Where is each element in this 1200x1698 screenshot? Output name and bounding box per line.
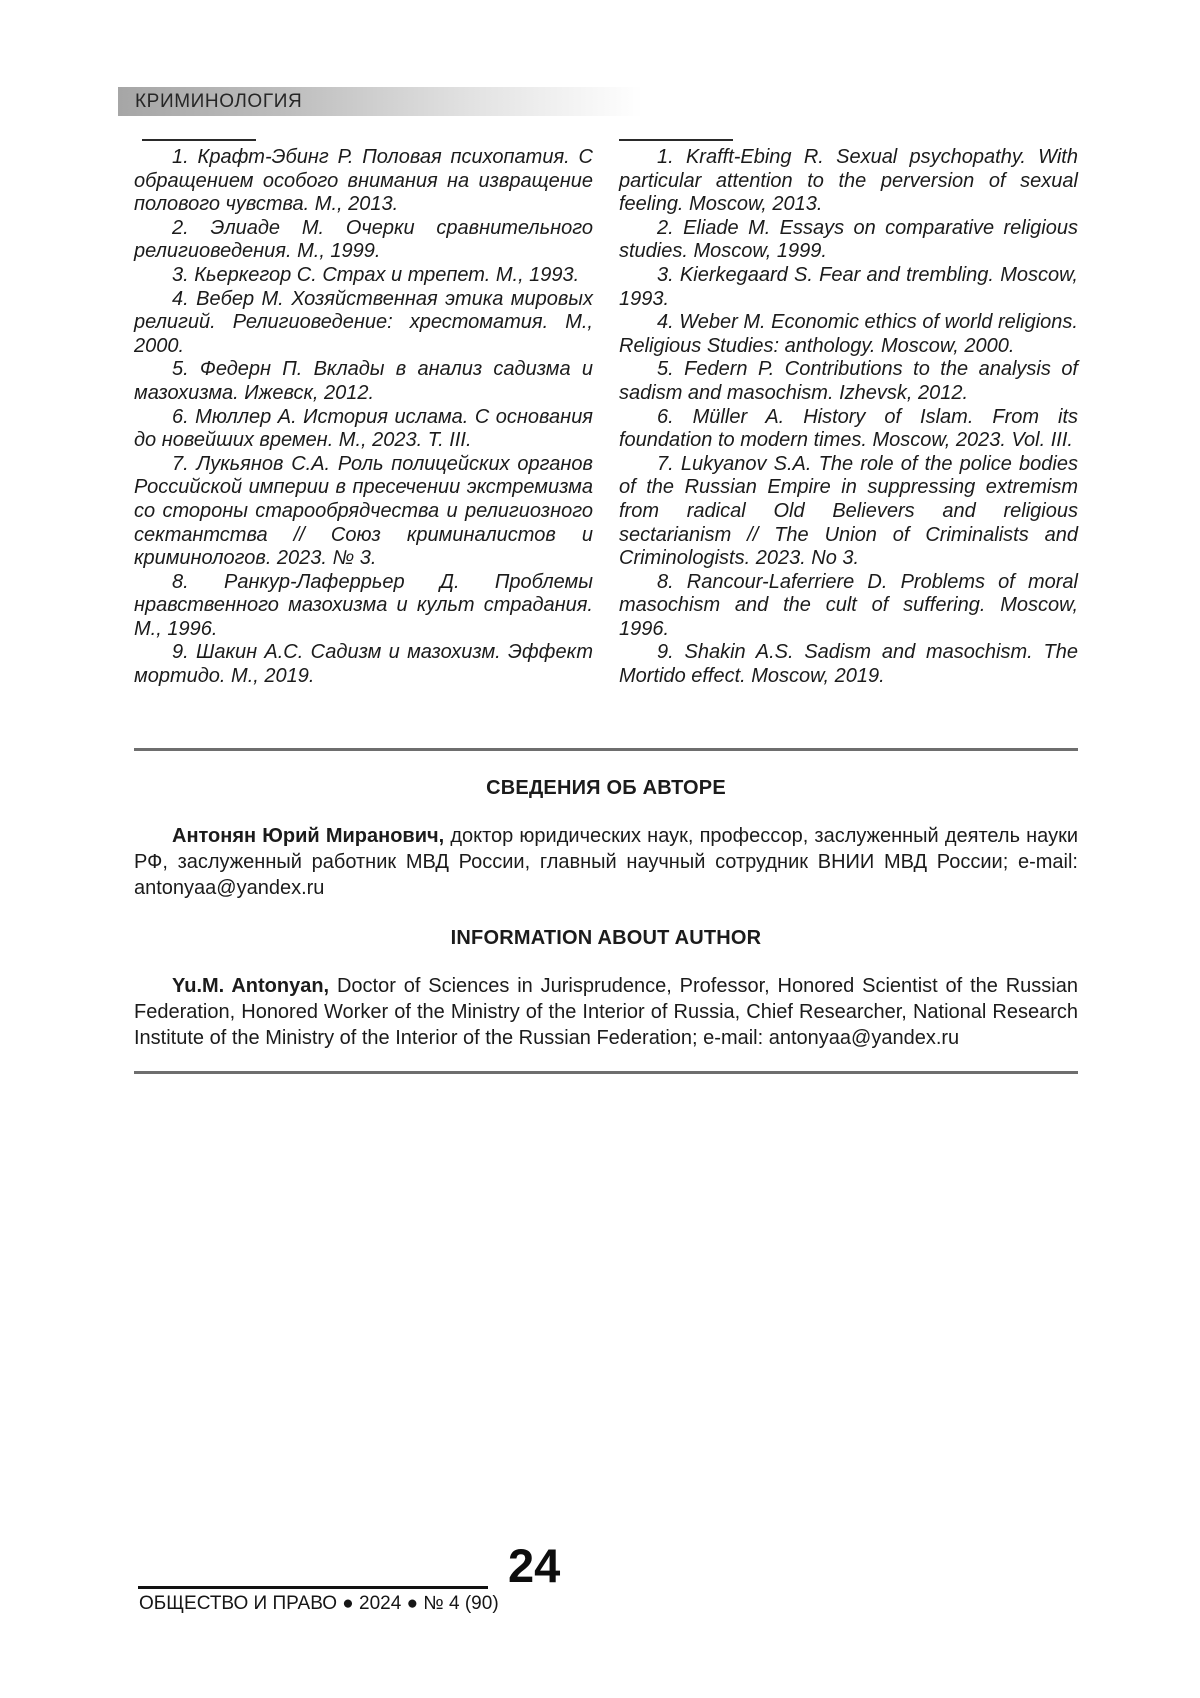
author-paragraph-en xyxy=(134,973,1078,1051)
references-columns xyxy=(134,133,1078,689)
footnote-rule-ru xyxy=(142,139,256,141)
author-name-ru: Антонян Юрий Миранович, xyxy=(172,825,445,847)
journal-footer-line: ОБЩЕСТВО И ПРАВО ● 2024 ● № 4 (90) xyxy=(139,1593,499,1614)
reference-item-ru: 8. Ранкур-Лаферрьер Д. Проблемы нравственного мазохизма и культ страдания. М., 1996. xyxy=(134,570,593,640)
author-name-en: Yu.M. Antonyan, xyxy=(172,975,330,997)
reference-list-en xyxy=(619,146,1078,689)
references-column-english xyxy=(619,133,1078,689)
reference-item-en: 5. Federn P. Contributions to the analysis of sadism and masochism. Izhevsk, 2012. xyxy=(619,358,1078,404)
reference-item-en: 3. Kierkegaard S. Fear and trembling. Moscow, 1993. xyxy=(619,263,1078,310)
footnote-rule-en xyxy=(619,139,733,141)
divider-rule-bottom xyxy=(134,1071,1078,1074)
author-info-block xyxy=(134,748,1078,1074)
author-details-ru: доктор юридических наук, профессор, заслуженный деятель науки РФ, заслуженный работник МВД России, главный научный сотрудник ВНИИ МВД России; e-mail: antonyaa@yandex.ru xyxy=(134,825,1078,899)
author-heading-ru: СВЕДЕНИЯ ОБ АВТОРЕ xyxy=(486,777,726,799)
reference-item-en: 2. Eliade M. Essays on comparative religious studies. Moscow, 1999. xyxy=(619,216,1078,263)
author-details-en: Doctor of Sciences in Jurisprudence, Professor, Honored Scientist of the Russian Federation, Honored Worker of the Ministry of the Interior of Russia, Chief Researcher, National Research Institute of the Ministry of the Interior of the Russian Federation; e-mail: antonyaa@yandex.ru xyxy=(134,975,1078,1049)
footer-rule xyxy=(138,1586,488,1589)
reference-item-ru: 7. Лукьянов С.А. Роль полицейских органов Российской империи в пресечении экстремизма со стороны старообрядчества и религиозного сектантства // Союз криминалистов и криминологов. 2023. № 3. xyxy=(134,452,593,570)
section-header-bar xyxy=(118,87,670,116)
reference-item-ru: 6. Мюллер А. История ислама. С основания до новейших времен. М., 2023. Т. III. xyxy=(134,405,593,452)
reference-item-ru: 1. Крафт-Эбинг Р. Половая психопатия. С обращением особого внимания на извращение полового чувства. М., 2013. xyxy=(134,146,593,216)
reference-item-ru: 9. Шакин А.С. Садизм и мазохизм. Эффект мортидо. М., 2019. xyxy=(134,641,593,688)
reference-item-en: 4. Weber M. Economic ethics of world religions. Religious Studies: anthology. Moscow, 2000. xyxy=(619,311,1078,357)
references-column-russian xyxy=(134,133,593,689)
author-paragraph-ru xyxy=(134,823,1078,901)
author-heading-en: INFORMATION ABOUT AUTHOR xyxy=(450,927,762,949)
reference-item-ru: 3. Кьеркегор С. Страх и трепет. М., 1993. xyxy=(172,263,580,286)
page-number: 24 xyxy=(508,1539,561,1592)
divider-rule-top xyxy=(134,748,1078,751)
reference-list-ru xyxy=(134,146,593,689)
reference-item-ru: 2. Элиаде М. Очерки сравнительного религиоведения. М., 1999. xyxy=(134,216,593,263)
reference-item-en: 7. Lukyanov S.A. The role of the police bodies of the Russian Empire in suppressing extremism from radical Old Believers and religious sectarianism // The Union of Criminalists and Criminologists. 2023. No 3. xyxy=(619,452,1078,570)
reference-item-ru: 4. Вебер М. Хозяйственная этика мировых религий. Религиоведение: хрестоматия. М., 2000. xyxy=(134,287,593,357)
reference-item-en: 9. Shakin A.S. Sadism and masochism. The Mortido effect. Moscow, 2019. xyxy=(619,641,1078,688)
reference-item-en: 1. Krafft-Ebing R. Sexual psychopathy. With particular attention to the perversion of sexual feeling. Moscow, 2013. xyxy=(619,146,1078,216)
reference-item-en: 8. Rancour-Laferriere D. Problems of moral masochism and the cult of suffering. Moscow, 1996. xyxy=(619,570,1078,640)
reference-item-en: 6. Müller A. History of Islam. From its foundation to modern times. Moscow, 2023. Vol. III. xyxy=(619,405,1078,452)
reference-item-ru: 5. Федерн П. Вклады в анализ садизма и мазохизма. Ижевск, 2012. xyxy=(134,358,593,404)
section-title: КРИМИНОЛОГИЯ xyxy=(135,90,303,112)
